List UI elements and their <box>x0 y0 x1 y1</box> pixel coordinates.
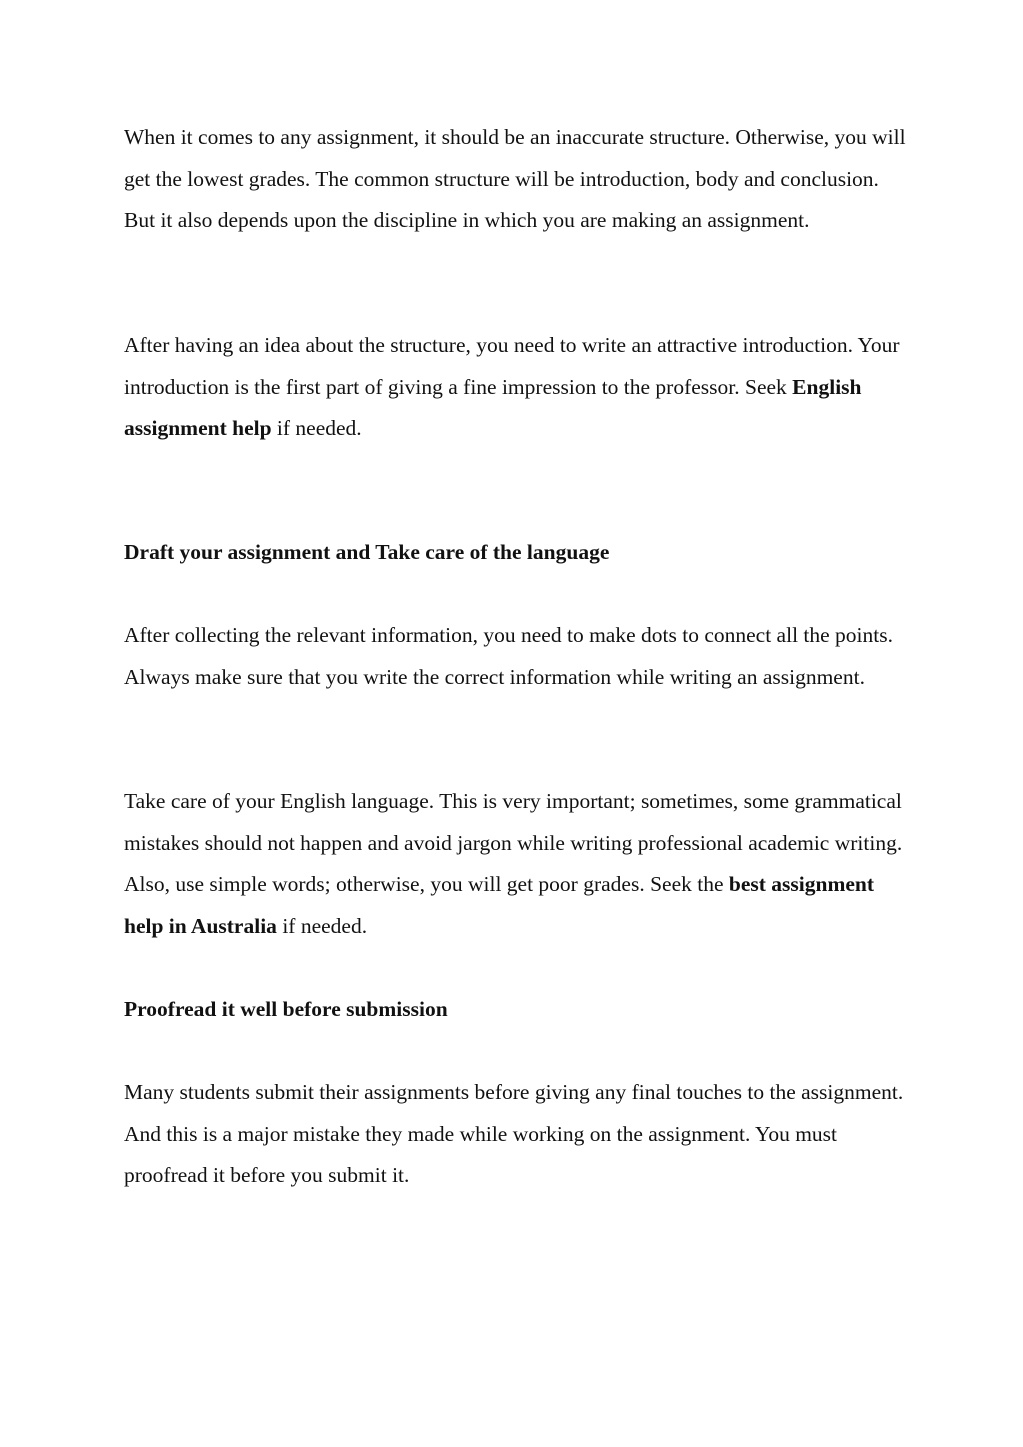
best-assignment-help-text: best assignment help in Australia <box>124 872 875 938</box>
paragraph-collecting-information: After collecting the relevant information, you need to make dots to connect all the points. Always make sure that you write the correct information while writing an assignment. <box>124 623 893 689</box>
paragraph-introduction <box>124 325 914 450</box>
heading-draft-assignment: Draft your assignment and Take care of the language <box>124 540 610 564</box>
paragraph-english-language <box>124 781 914 947</box>
paragraph-english-language-text: Take care of your English language. This is very important; sometimes, some grammatical mistakes should not happen and avoid jargon while writing professional academic writing. Also, use simple words; otherwise, you will get poor grades. Seek the <box>124 789 903 896</box>
english-assignment-help-text: English assignment help <box>124 374 862 440</box>
paragraph-introduction-text: After having an idea about the structure, you need to write an attractive introduction. Your introduction is the first part of giving a fine impression to the professor. Seek <box>124 333 900 399</box>
paragraph-english-language-end: if needed. <box>276 913 368 938</box>
heading-proofread: Proofread it well before submission <box>124 997 448 1021</box>
paragraph-structure: When it comes to any assignment, it should be an inaccurate structure. Otherwise, you will get the lowest grades. The common structure will be introduction, body and conclusion. But it also depends upon the discipline in which you are making an assignment. <box>124 125 906 232</box>
paragraph-introduction-end: if needed. <box>271 416 362 440</box>
paragraph-proofread: Many students submit their assignments before giving any final touches to the assignment. And this is a major mistake they made while working on the assignment. You must proofread it before you submit it. <box>124 1080 904 1187</box>
